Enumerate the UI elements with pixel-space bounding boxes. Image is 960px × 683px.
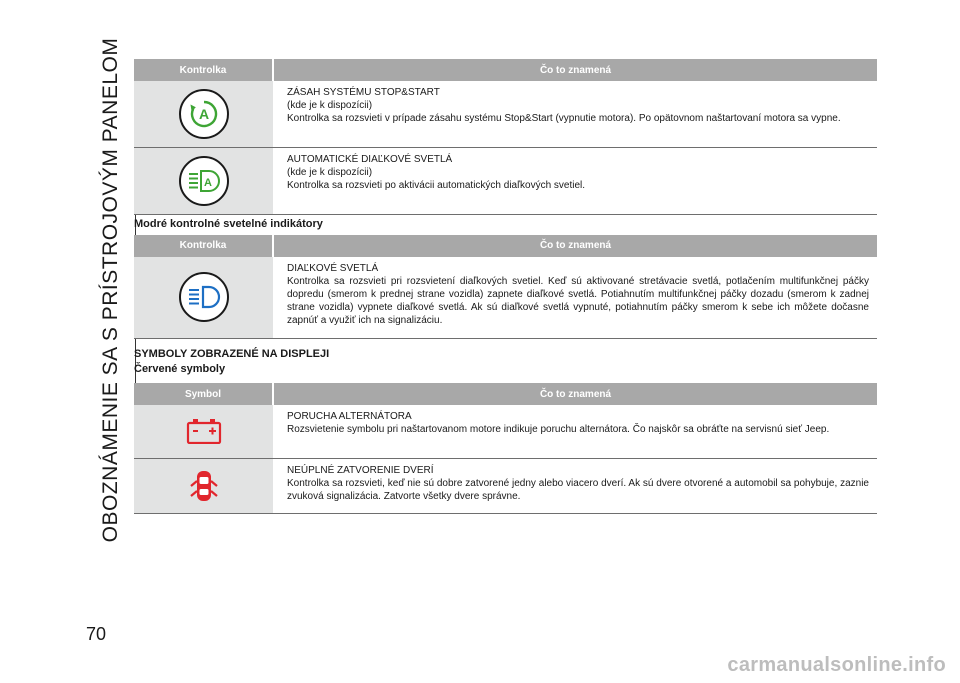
header-meaning: Čo to znamená: [273, 383, 877, 405]
table-header: [134, 59, 877, 81]
battery-icon: [186, 418, 222, 444]
indicator-description: Kontrolka sa rozsvieti v prípade zásahu systému Stop&Start (vypnutie motora). Po opätovnom naštartovaní motora sa vypne.: [287, 113, 841, 124]
indicator-table-blue: [134, 235, 877, 340]
svg-text:A: A: [198, 105, 209, 122]
table-header: [134, 235, 877, 257]
table-header: [134, 383, 877, 405]
description-cell: [273, 458, 877, 513]
door-open-icon: [190, 469, 218, 503]
indicator-description: Kontrolka sa rozsvieti pri rozsvietení diaľkových svetiel. Keď sú aktivované stretávacie svetlá, potlačením multifunkčnej páčky dopredu (smerom k prednej strane vozidla) zapnete diaľkové svetlá. Potiahnutím multifunkčnej páčky dozadu (smerom k zadnej strane vozidla) vypnete diaľkové svetlá. Ak sú diaľkové svetlá vypnuté, potiahnutím páčky smerom k sebe ich môžete dočasne zapnúť a využiť ich na signalizáciu.: [287, 275, 869, 326]
svg-text:A: A: [203, 176, 212, 189]
table-row: [134, 147, 877, 214]
header-indicator: Kontrolka: [134, 235, 273, 257]
table-row: [134, 257, 877, 339]
section-heading-red: Červené symboly: [134, 363, 226, 375]
indicator-title: AUTOMATICKÉ DIAĽKOVÉ SVETLÁ: [287, 153, 453, 165]
header-indicator: Kontrolka: [134, 59, 273, 81]
table-row: [134, 405, 877, 458]
stop-start-icon: [179, 89, 229, 139]
content: [134, 59, 877, 514]
section-heading-blue: Modré kontrolné svetelné indikátory: [134, 217, 323, 230]
availability-note: (kde je k dispozícii): [287, 166, 373, 178]
header-meaning: Čo to znamená: [273, 59, 877, 81]
symbol-table-red: [134, 383, 877, 514]
indicator-title: DIAĽKOVÉ SVETLÁ: [287, 262, 379, 274]
symbol-title: NEÚPLNÉ ZATVORENIE DVERÍ: [287, 464, 434, 476]
symbol-title: PORUCHA ALTERNÁTORA: [287, 411, 412, 422]
description-cell: [273, 81, 877, 147]
indicator-title: ZÁSAH SYSTÉMU STOP&START: [287, 87, 440, 98]
header-symbol: Symbol: [134, 383, 273, 405]
watermark: carmanualsonline.info: [727, 654, 946, 676]
table-row: [134, 81, 877, 147]
symbol-description: Rozsvietenie symbolu pri naštartovanom motore indikuje poruchu alternátora. Čo najskôr sa obráťte na servisnú sieť Jeep.: [287, 424, 830, 435]
description-cell: [273, 405, 877, 458]
description-cell: [273, 147, 877, 214]
symbol-description: Kontrolka sa rozsvieti, keď nie sú dobre zatvorené jedny alebo viacero dverí. Ak sú dvere otvorené a automobil sa pohybuje, zaznie zvuková signalizácia. Zatvorte všetky dvere správne.: [287, 477, 869, 502]
icon-cell: [134, 458, 273, 513]
auto-high-beam-icon: [179, 156, 229, 206]
indicator-description: Kontrolka sa rozsvieti po aktivácii automatických diaľkových svetiel.: [287, 179, 586, 191]
side-title-text: OBOZNÁMENIE SA S PRÍSTROJOVÝM PANELOM: [99, 37, 122, 543]
icon-cell: [134, 405, 273, 458]
header-meaning: Čo to znamená: [273, 235, 877, 257]
icon-cell: [134, 81, 273, 147]
section-heading-display: SYMBOLY ZOBRAZENÉ NA DISPLEJI: [134, 348, 330, 360]
description-cell: [273, 257, 877, 339]
availability-note: (kde je k dispozícii): [287, 100, 373, 111]
page-number: 70: [86, 624, 107, 644]
table-row: [134, 458, 877, 513]
icon-cell: [134, 147, 273, 214]
indicator-table-green: [134, 59, 877, 215]
side-title: [91, 37, 131, 543]
icon-cell: [134, 257, 273, 339]
high-beam-icon: [179, 272, 229, 322]
